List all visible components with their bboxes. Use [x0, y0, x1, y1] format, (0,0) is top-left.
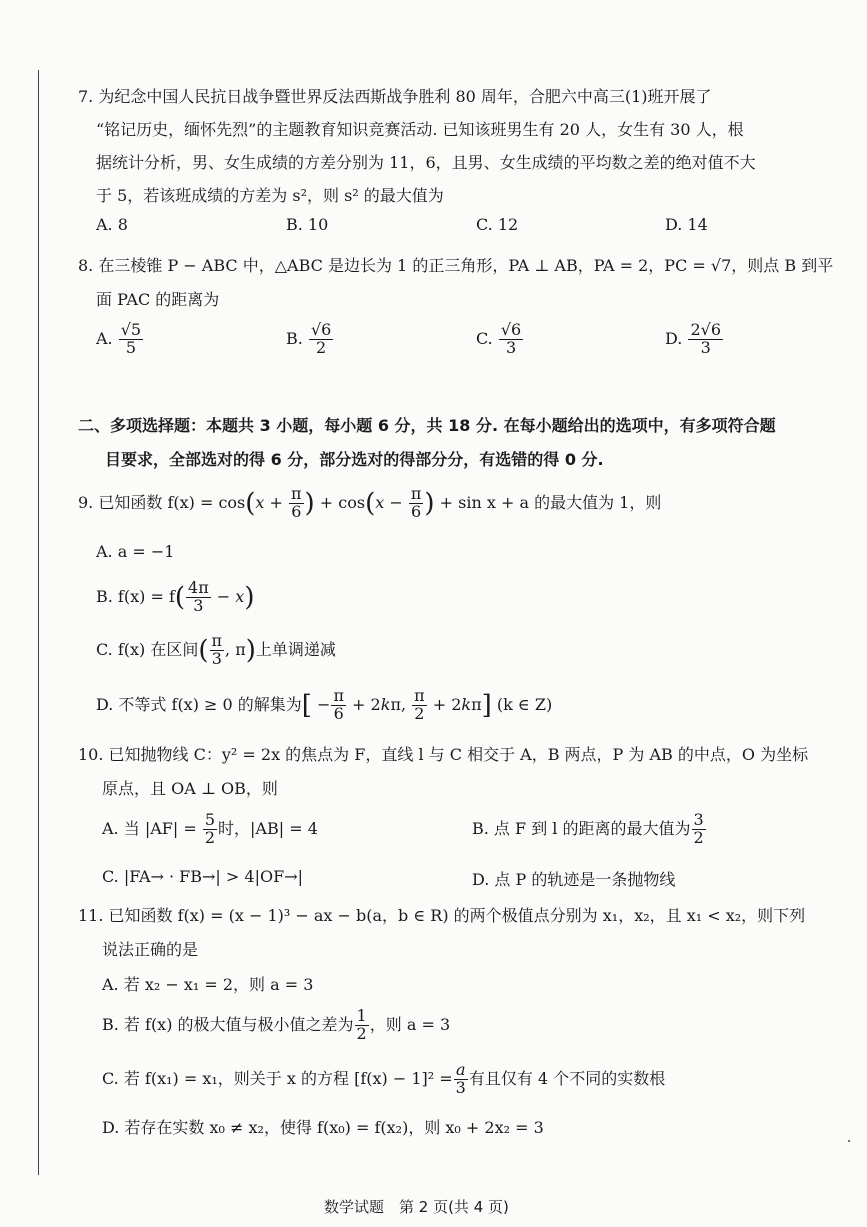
q9-frac-pi6-a: $\frac{\pi}{6}$ — [291, 484, 302, 521]
q8-option-a-label: A. — [96, 328, 113, 348]
q8-option-d — [665, 322, 724, 357]
margin-rule — [38, 70, 39, 1175]
q10-option-b: B. 点 F 到 l 的距离的最大值为 $\frac{3}{2}$ — [472, 810, 704, 847]
q8-option-c-fraction: $\frac{√6}{3}$ — [500, 320, 522, 357]
q7-line3: 据统计分析，男、女生成绩的方差分别为 11，6，且男、女生成绩的平均数之差的绝对值不大 — [96, 153, 756, 172]
q10-option-c: C. |FA→ · FB→| > 4|OF→| — [102, 867, 303, 886]
page-footer: 数学试题 第 2 页(共 4 页) — [324, 1198, 509, 1216]
q11-option-d: D. 若存在实数 x₀ ≠ x₂，使得 f(x₀) = f(x₂)，则 x₀ + 2x₂ = 3 — [102, 1118, 544, 1137]
q7-option-a: A. 8 — [96, 215, 128, 234]
q10-line2: 原点，且 OA ⊥ OB，则 — [102, 779, 278, 798]
q9-option-b: B. f(x) = f( $\frac{4\pi}{3}$ − x) — [96, 578, 255, 615]
q11-option-c: C. 若 f(x₁) = x₁，则关于 x 的方程 [f(x) − 1]² = $\frac{a}{3}$ 有且仅有 4 个不同的实数根 — [102, 1060, 666, 1097]
q8-option-a — [96, 322, 144, 357]
q8-option-b — [286, 322, 334, 357]
q8-line1: 8. 在三棱锥 P − ABC 中，△ABC 是边长为 1 的正三角形，PA ⊥ AB，PA = 2，PC = √7，则点 B 到平 — [78, 256, 834, 275]
q11-line2: 说法正确的是 — [102, 940, 199, 959]
q8-option-d-label: D. — [665, 328, 683, 348]
q7-line1: 7. 为纪念中国人民抗日战争暨世界反法西斯战争胜利 80 周年，合肥六中高三(1)班开展了 — [78, 87, 712, 106]
q8-option-a-fraction: $\frac{√5}{5}$ — [120, 320, 142, 357]
section2-heading-line2: 目要求，全部选对的得 6 分，部分选对的得部分分，有选错的得 0 分. — [105, 450, 604, 469]
q10-option-d: D. 点 P 的轨迹是一条抛物线 — [472, 870, 676, 889]
q9-option-c: C. f(x) 在区间( $\frac{\pi}{3}$ , π)上单调递减 — [96, 631, 336, 668]
q11-line1: 11. 已知函数 f(x) = (x − 1)³ − ax − b(a，b ∈ R) 的两个极值点分别为 x₁，x₂，且 x₁ < x₂，则下列 — [78, 906, 806, 925]
q11-option-a: A. 若 x₂ − x₁ = 2，则 a = 3 — [102, 975, 314, 994]
q7-line4: 于 5，若该班成绩的方差为 s²，则 s² 的最大值为 — [96, 186, 444, 205]
scan-speck — [848, 1140, 850, 1142]
q10-line1: 10. 已知抛物线 C：y² = 2x 的焦点为 F，直线 l 与 C 相交于 A，B 两点，P 为 AB 的中点，O 为坐标 — [78, 745, 809, 764]
q8-line2: 面 PAC 的距离为 — [96, 290, 220, 309]
q9-frac-pi6-b: $\frac{\pi}{6}$ — [410, 484, 422, 521]
q11-option-b: B. 若 f(x) 的极大值与极小值之差为 $\frac{1}{2}$ ，则 a = 3 — [102, 1006, 451, 1043]
q7-line2: “铭记历史，缅怀先烈”的主题教育知识竞赛活动. 已知该班男生有 20 人，女生有 30 人，根 — [96, 120, 744, 139]
q8-option-b-fraction: $\frac{√6}{2}$ — [310, 320, 332, 357]
q7-option-d: D. 14 — [665, 215, 708, 234]
q8-option-c — [476, 322, 524, 357]
q8-option-d-fraction: $\frac{2√6}{3}$ — [690, 320, 721, 357]
q7-option-c: C. 12 — [476, 215, 519, 234]
q8-option-c-label: C. — [476, 328, 493, 348]
q10-option-a: A. 当 |AF| = $\frac{5}{2}$ 时，|AB| = 4 — [102, 810, 318, 847]
q9-option-d: D. 不等式 f(x) ≥ 0 的解集为[ − $\frac{\pi}{6}$ + 2kπ, $\frac{\pi}{2}$ + 2kπ] (k ∈ Z) — [96, 686, 553, 723]
q9-option-a: A. a = −1 — [96, 542, 175, 561]
section2-heading-line1: 二、多项选择题：本题共 3 小题，每小题 6 分，共 18 分. 在每小题给出的选项中，有多项符合题 — [78, 416, 776, 435]
q7-option-b: B. 10 — [286, 215, 329, 234]
q8-option-b-label: B. — [286, 328, 303, 348]
q9-stem: 9. 已知函数 f(x) = cos(x + $\frac{\pi}{6}$ ) + cos(x − $\frac{\pi}{6}$ ) + sin x + a 的最大值为 1，则 — [78, 484, 662, 521]
